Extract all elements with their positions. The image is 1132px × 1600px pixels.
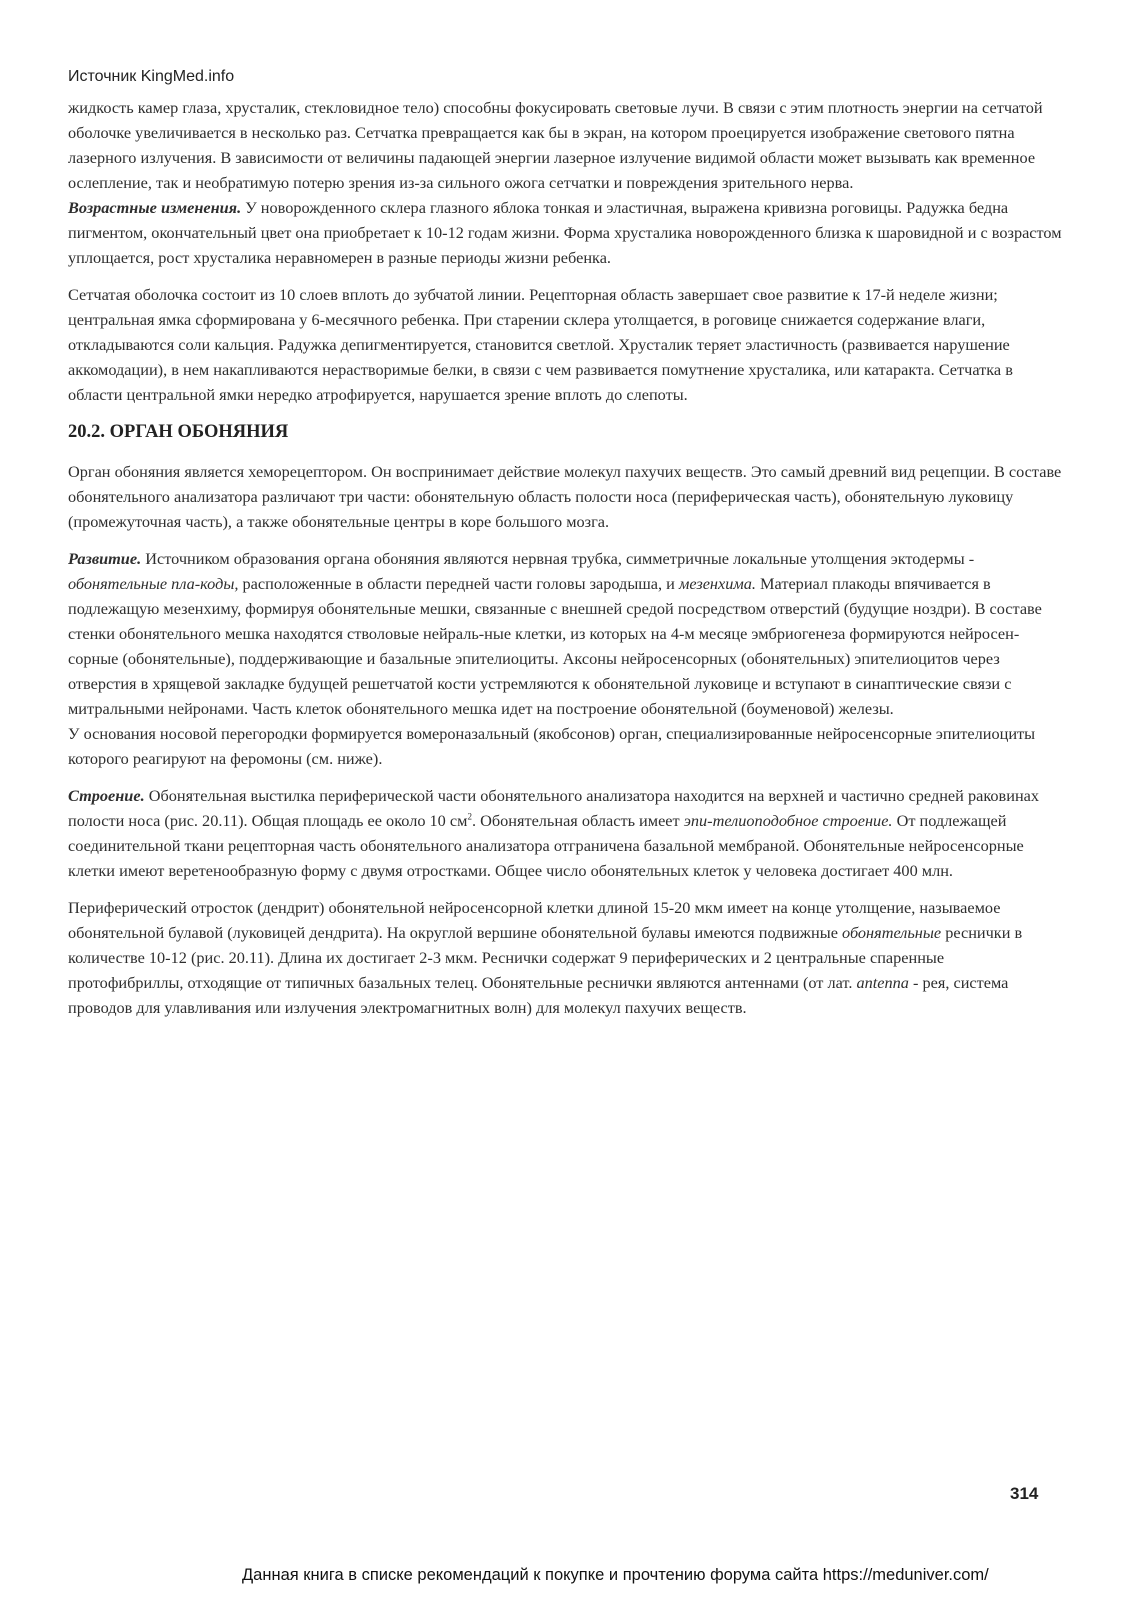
paragraph-text: реснички в количестве 10-12 (рис. 20.11). Длина их достигает 2-3 мкм. Реснички содержат 9 периферических и 2 центральные спаренные протофибриллы, отходящие от типичных базальных телец. Обонятельные реснички являются антеннами (от лат.	[68, 923, 1023, 992]
paragraph-text: Материал плакоды впячивается в подлежащую мезенхиму, формируя обонятельные мешки, связанные с внешней средой посредством отверстий (будущие ноздри). В составе стенки обонятельного мешка находятся стволовые нейраль-ные клетки, из которых на 4-м месяце эмбриогенеза формируются нейросен-сорные (обонятельные), поддерживающие и базальные эпителиоциты. Аксоны нейросенсорных (обонятельных) эпителиоцитов через отверстия в хрящевой закладке будущей решетчатой кости устремляются к обонятельной луковице и вступают в синаптические связи с митральными нейронами. Часть клеток обонятельного мешка идет на построение обонятельной (боуменовой) железы.	[68, 574, 1042, 718]
paragraph-text: Периферический отросток (дендрит) обонятельной нейросенсорной клетки длиной 15-20 мкм имеет на конце утолщение, называемое обонятельной булавой (луковицей дендрита). На округлой вершине обонятельной булавы имеются подвижные	[68, 898, 1001, 942]
superscript: 2	[467, 811, 472, 822]
paragraph-vomeronasal: У основания носовой перегородки формируется вомероназальный (якобсонов) орган, специализированные нейросенсорные эпителиоциты которого реагируют на феромоны (см. ниже).	[68, 724, 1036, 768]
paragraph-lead: Развитие.	[68, 549, 142, 568]
italic-term: обонятельные	[842, 923, 942, 942]
page-number: 314	[1010, 1484, 1039, 1503]
paragraph-text: . Обонятельная область имеет	[471, 811, 684, 830]
paragraph-text: Обонятельная выстилка периферической части обонятельного анализатора находится на верхней и частично средней раковинах полости носа (рис. 20.11). Общая площадь ее около 10 см	[68, 786, 1040, 830]
footer-note: Данная книга в списке рекомендаций к покупке и прочтению форума сайта https://meduniver.com/	[242, 1566, 989, 1584]
paragraph-text: Источником образования органа обоняния являются нервная трубка, симметричные локальные утолщения эктодермы -	[141, 549, 975, 568]
paragraph-dendrite	[68, 895, 1063, 1020]
italic-term: antenna	[856, 973, 909, 992]
paragraph-olfaction-intro: Орган обоняния является хеморецептором. Он воспринимает действие молекул пахучих веществ. Это самый древний вид рецепции. В составе обонятельного анализатора различают три части: обонятельную область полости носа (периферическая часть), обонятельную луковицу (промежуточная часть), а также обонятельные центры в коре большого мозга.	[68, 462, 1062, 531]
source-header: Источник KingMed.info	[68, 68, 235, 85]
paragraph-structure	[68, 783, 1063, 883]
paragraph-text: - рея, система проводов для улавливания или излучения электромагнитных волн) для молекул пахучих веществ.	[68, 973, 1009, 1017]
paragraph-lead: Строение.	[68, 786, 145, 805]
paragraph-retina: Сетчатая оболочка состоит из 10 слоев вплоть до зубчатой линии. Рецепторная область завершает свое развитие к 17-й неделе жизни; центральная ямка сформирована у 6-месячного ребенка. При старении склера утолщается, в роговице снижается содержание влаги, откладываются соли кальция. Радужка депигментируется, становится светлой. Хрусталик теряет эластичность (развивается нарушение аккомодации), в нем накапливаются нерастворимые белки, в связи с чем развивается помутнение хрусталика, или катаракта. Сетчатка в области центральной ямки нередко атрофируется, нарушается зрение вплоть до слепоты.	[68, 285, 1013, 404]
paragraph-text: У новорожденного склера глазного яблока тонкая и эластичная, выражена кривизна роговицы. Радужка бедна пигментом, окончательный цвет она приобретает к 10-12 годам жизни. Форма хрусталика новорожденного близка к шаровидной и с возрастом уплощается, рост хрусталика неравномерен в разные периоды жизни ребенка.	[68, 198, 1062, 267]
italic-term: эпи-телиоподобное строение.	[683, 811, 893, 830]
italic-term: мезенхима.	[678, 574, 756, 593]
section-heading: 20.2. ОРГАН ОБОНЯНИЯ	[68, 422, 289, 442]
paragraph-development	[68, 546, 1063, 721]
paragraph-lead: Возрастные изменения.	[68, 198, 242, 217]
page-content	[68, 95, 1063, 1020]
paragraph-text: От подлежащей соединительной ткани рецепторная часть обонятельного анализатора отграничена базальной мембраной. Обонятельные нейросенсорные клетки имеют веретенообразную форму с двумя отростками. Общее число обонятельных клеток у человека достигает 400 млн.	[68, 811, 1024, 880]
paragraph-text: расположенные в области передней части головы зародыша, и	[238, 574, 679, 593]
italic-term: обонятельные пла-коды,	[68, 574, 239, 593]
paragraph-laser: жидкость камер глаза, хрусталик, стекловидное тело) способны фокусировать световые лучи. В связи с этим плотность энергии на сетчатой оболочке увеличивается в несколько раз. Сетчатка превращается как бы в экран, на котором проецируется изображение светового пятна лазерного излучения. В зависимости от величины падающей энергии лазерное излучение видимой области может вызывать как временное ослепление, так и необратимую потерю зрения из-за сильного ожога сетчатки и повреждения зрительного нерва.	[68, 98, 1043, 192]
paragraph-age-changes	[68, 195, 1063, 270]
